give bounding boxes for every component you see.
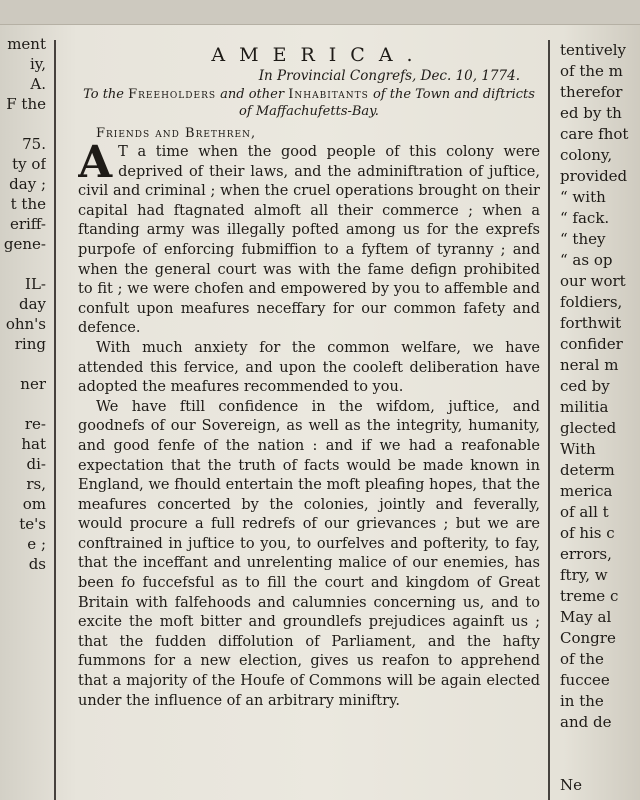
column-line: fuccee	[560, 671, 610, 689]
article-column	[78, 44, 540, 800]
column-line: treme c	[560, 587, 619, 605]
column-line: merica	[560, 482, 613, 500]
column-line	[0, 354, 46, 374]
right-column-fragment	[560, 40, 640, 800]
column-line: ring	[14, 335, 46, 353]
column-line: neral m	[560, 356, 619, 374]
column-line	[0, 254, 46, 274]
column-line: “ with	[560, 188, 606, 206]
column-line: of all t	[560, 503, 609, 521]
address-mid: and other	[220, 87, 285, 102]
column-line: ohn's	[5, 315, 46, 333]
column-line: IL-	[25, 275, 46, 293]
column-line: om	[22, 495, 46, 513]
column-line: of his c	[560, 524, 615, 542]
column-line: our wort	[560, 272, 626, 290]
paragraph-1-text: T a time when the good people of this colony were deprived of their laws, and the adminiftration of juftice, civil and criminal ; when the cruel operations brought on their capital had ftagnated almoft all their commerce ; when a ftanding army was illegally pofted among us for the exprefs purpofe of enforcing fubmiffion to a fyftem of tyranny ; and when the general court was with the fame defign prohibited to fit ; we were chofen and empowered by you to affemble and confult upon meafures neceffary for our common fafety and defence.	[78, 144, 540, 337]
column-line: 75.	[22, 135, 46, 153]
column-line: of the m	[560, 62, 623, 80]
column-line: t the	[10, 195, 46, 213]
column-line: confider	[560, 335, 623, 353]
column-line: day ;	[9, 175, 46, 193]
column-line: di-	[26, 455, 46, 473]
column-line: ced by	[560, 377, 610, 395]
column-line	[560, 733, 640, 754]
column-line: eriff-	[9, 215, 46, 233]
column-line: gene-	[3, 235, 46, 253]
column-line: re-	[24, 415, 46, 433]
column-line: and de	[560, 713, 612, 731]
column-line	[560, 754, 640, 775]
column-line: F the	[6, 95, 46, 113]
column-line: glected	[560, 419, 617, 437]
column-line: e ;	[27, 535, 46, 553]
article-masthead: AMERICA.	[211, 44, 427, 66]
column-line: ment	[7, 35, 46, 53]
paragraph-1	[78, 137, 540, 339]
column-line: ner	[20, 375, 46, 393]
address-post: of the Town and diftricts of Maffachufetts-Bay.	[239, 87, 535, 119]
address-inhabitants: Inhabitants	[288, 87, 369, 102]
column-line: Congre	[560, 629, 616, 647]
column-line: May al	[560, 608, 612, 626]
drop-cap: A	[78, 137, 113, 188]
greeting: Friends and Brethren,	[96, 126, 257, 141]
address-freeholders: Freeholders	[128, 87, 217, 102]
column-rule-right	[548, 40, 550, 800]
column-line: iy,	[29, 55, 46, 73]
column-line: in the	[560, 692, 604, 710]
page-top-edge	[0, 0, 640, 25]
column-line	[0, 394, 46, 414]
column-line: of the	[560, 650, 604, 668]
column-line: colony,	[560, 146, 613, 164]
column-line: rs,	[26, 475, 46, 493]
column-line: therefor	[560, 83, 623, 101]
column-line: “ they	[560, 230, 606, 248]
column-line: With	[560, 440, 596, 458]
column-line: ds	[28, 555, 46, 573]
column-line: errors,	[560, 545, 612, 563]
left-column-fragment	[0, 34, 46, 800]
column-line: A.	[30, 75, 46, 93]
column-line: day	[18, 295, 46, 313]
address-line	[78, 86, 540, 120]
column-line: forthwit	[560, 314, 622, 332]
column-line: “ as op	[560, 251, 613, 269]
column-line	[0, 114, 46, 134]
address-pre: To the	[83, 87, 124, 102]
column-line: hat	[21, 435, 46, 453]
column-line: determ	[560, 461, 615, 479]
column-line: “ fack.	[560, 209, 610, 227]
article-dateline: In Provincial Congrefs, Dec. 10, 1774.	[258, 68, 520, 84]
article-body	[78, 137, 540, 711]
column-line: care fhot	[560, 125, 629, 143]
column-line: tentively	[560, 41, 627, 59]
paragraph-2: With much anxiety for the common welfare, we have attended this fervice, and upon the cooleft deliberation have adopted the meafures recommended to you.	[78, 339, 540, 396]
column-line: ed by th	[560, 104, 622, 122]
column-rule-left	[54, 40, 56, 800]
column-line: militia	[560, 398, 609, 416]
column-line: foldiers,	[560, 293, 623, 311]
column-line: ty of	[12, 155, 46, 173]
column-line: provided	[560, 167, 628, 185]
column-line: te's	[19, 515, 46, 533]
column-line: Ne	[560, 776, 583, 794]
column-line: ftry, w	[560, 566, 608, 584]
paragraph-3: We have ftill confidence in the wifdom, juftice, and goodnefs of our Sovereign, as well as the integrity, humanity, and good fenfe of the nation : and if we had a reafonable expectation that the truth of facts would be made known in England, we fhould entertain the moft pleafing hopes, that the meafures concerted by the colonies, jointly and feverally, would procure a full redrefs of our grievances ; but we are conftrained in juftice to you, to ourfelves and pofterity, to fay, that the inceffant and unrelenting malice of our enemies, has been fo fuccefsful as to fill the court and kingdom of Great Britain with falfehoods and calumnies concerning us, and to excite the moft bitter and groundlefs prejudices againft us ; that the fudden diffolution of Parliament, and the hafty fummons for a new election, gives us reafon to apprehend that a majority of the Houfe of Commons will be again elected under the influence of an arbitrary miniftry.	[78, 398, 540, 709]
